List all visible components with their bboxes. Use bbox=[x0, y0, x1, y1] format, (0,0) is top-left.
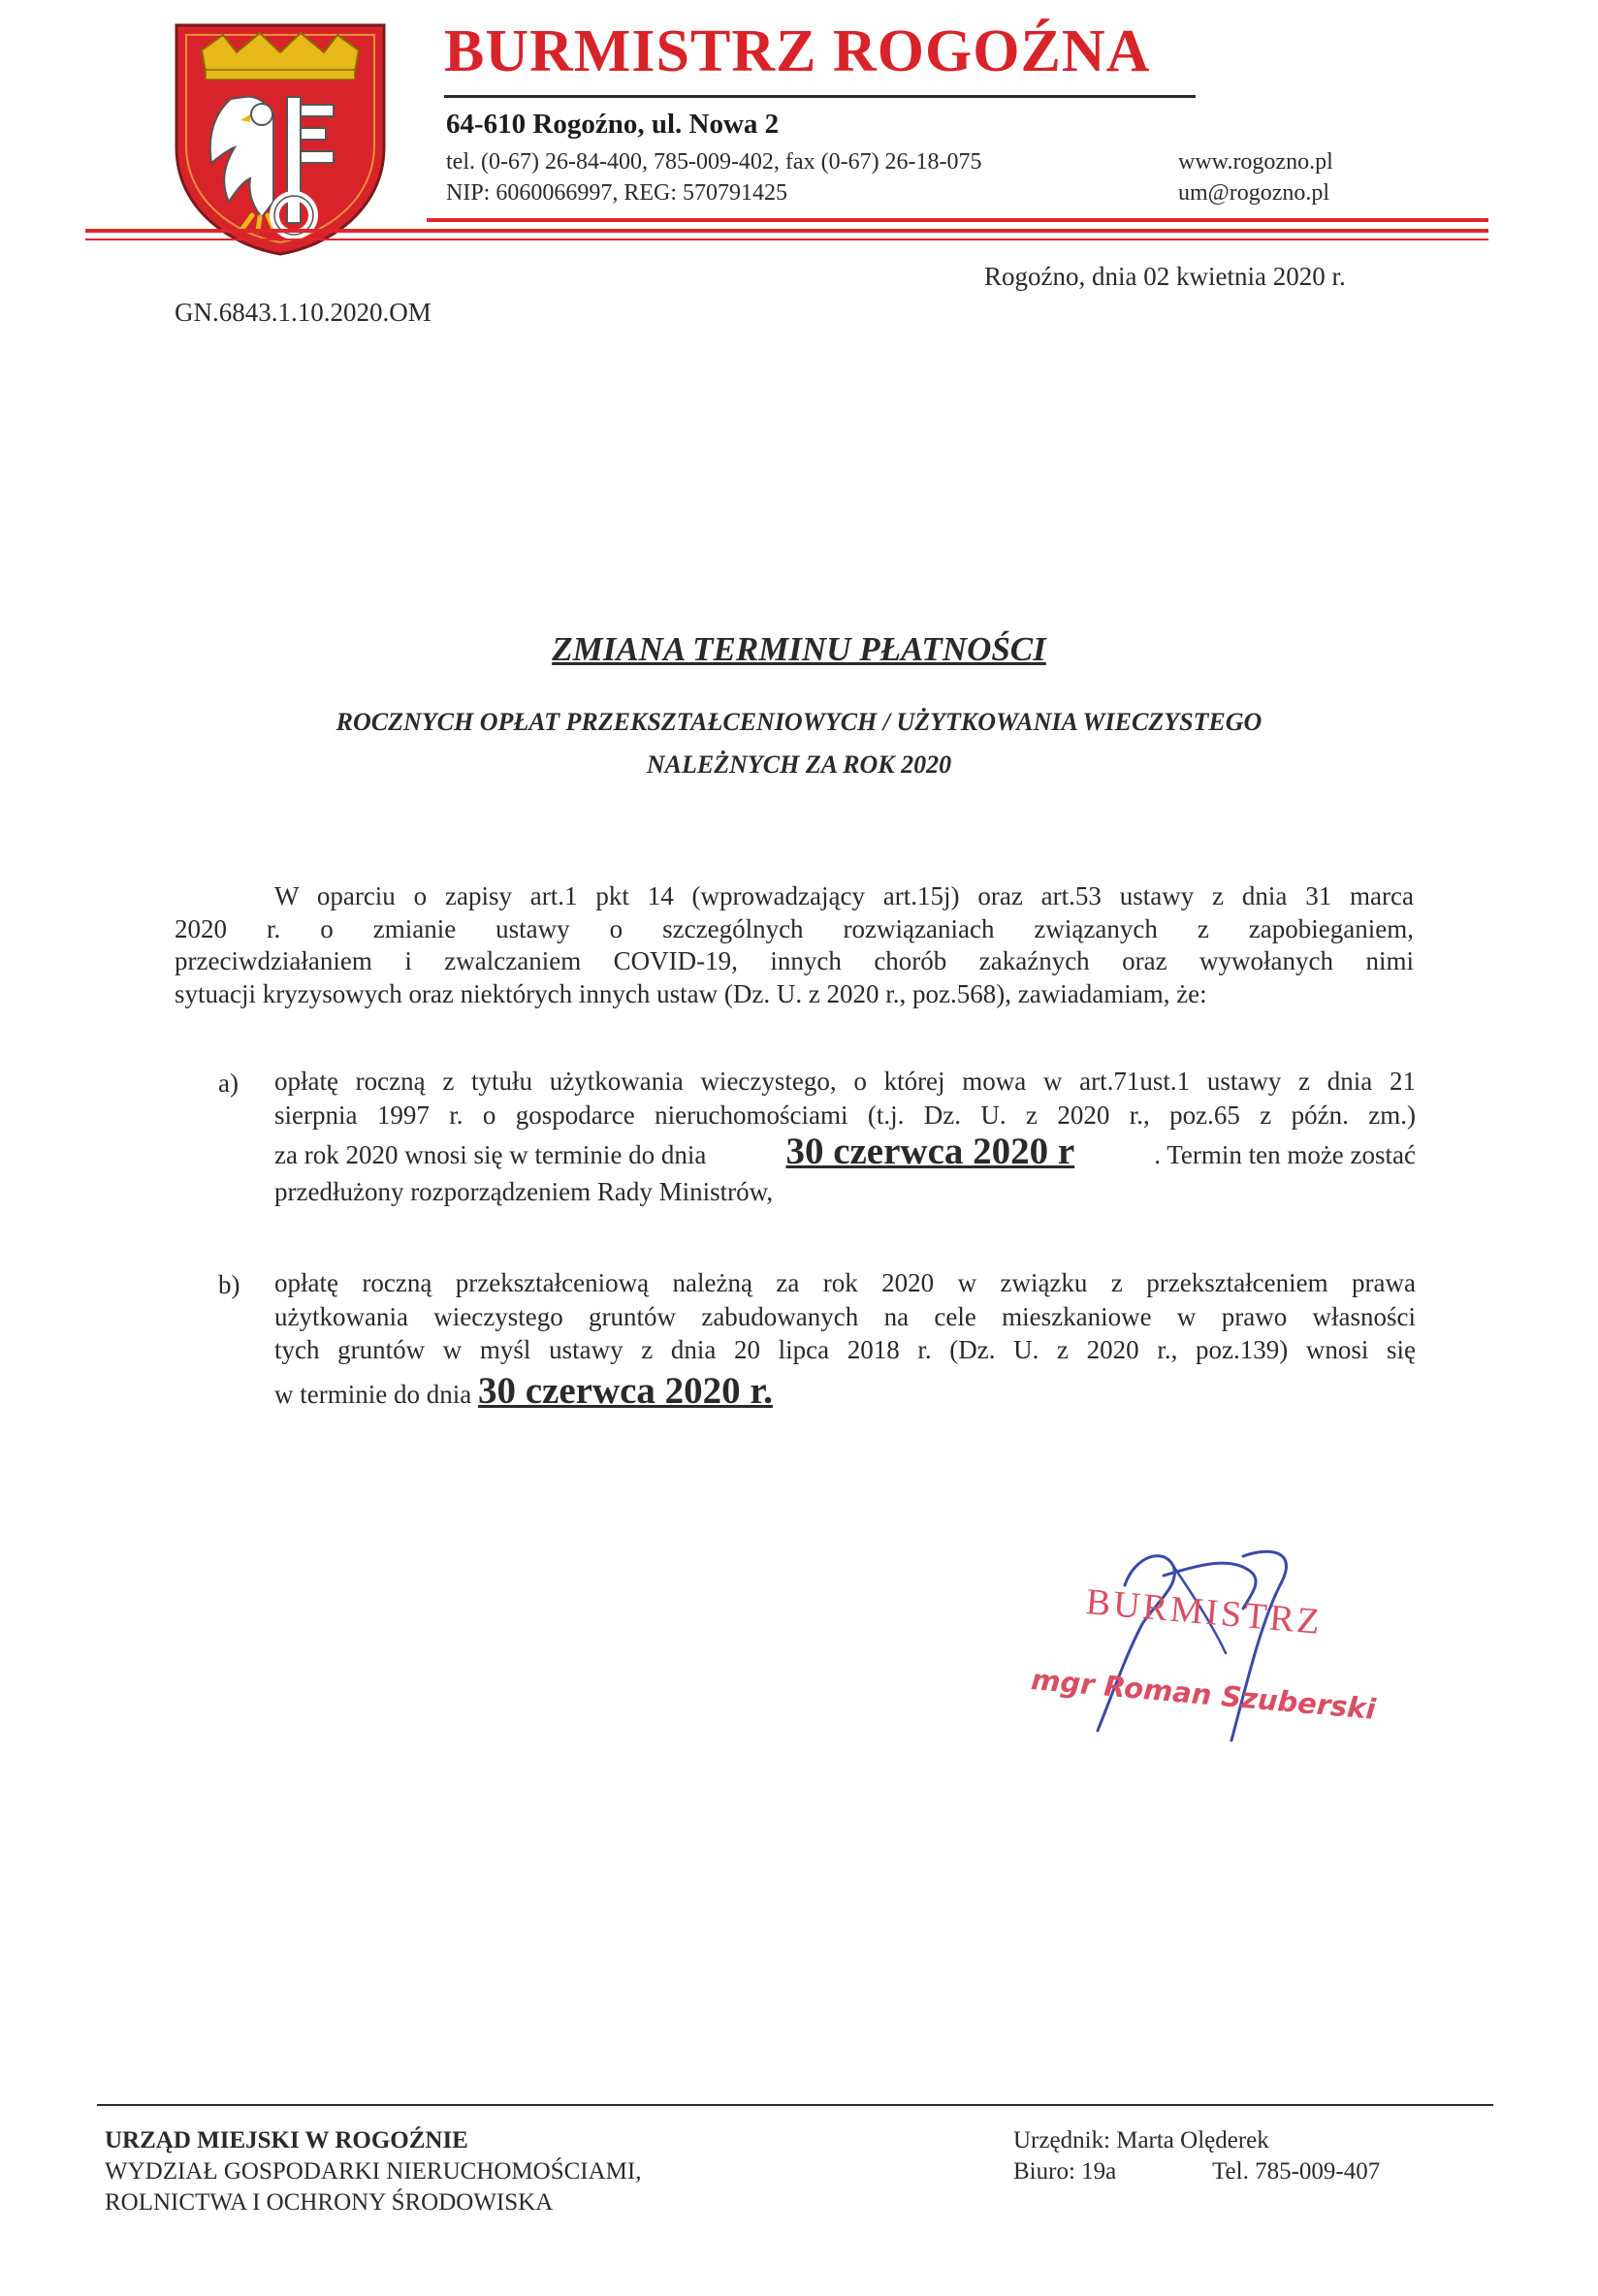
list-item-line: przedłużony rozporządzeniem Rady Ministrów, bbox=[274, 1177, 774, 1206]
line-text: za rok 2020 wnosi się w terminie do dnia bbox=[274, 1140, 707, 1169]
footer-room: Biuro: 19a bbox=[1013, 2158, 1117, 2184]
footer-department: WYDZIAŁ GOSPODARKI NIERUCHOMOŚCIAMI, bbox=[105, 2158, 642, 2184]
line-text: w terminie do dnia bbox=[274, 1380, 478, 1409]
document-title: ZMIANA TERMINU PŁATNOŚCI bbox=[552, 630, 1046, 668]
office-title: BURMISTRZ ROGOŹNA bbox=[444, 18, 1151, 84]
title-underline bbox=[444, 95, 1196, 98]
payment-deadline: 30 czerwca 2020 r. bbox=[477, 1370, 773, 1412]
paragraph-line: sytuacji kryzysowych oraz niektórych innych ustaw (Dz. U. z 2020 r., poz.568), zawiadamiam, że: bbox=[175, 978, 1207, 1008]
footer-phone: Tel. 785-009-407 bbox=[1212, 2158, 1381, 2184]
header-divider bbox=[85, 229, 1488, 233]
document-subtitle: NALEŻNYCH ZA ROK 2020 bbox=[646, 750, 952, 779]
list-item-line bbox=[274, 1372, 773, 1410]
signature-stamp-name: mgr Roman Szuberski bbox=[1030, 1663, 1377, 1726]
footer-office: URZĄD MIEJSKI W ROGOŹNIE bbox=[105, 2127, 468, 2153]
line-text: . Termin ten może zostać bbox=[1154, 1140, 1416, 1169]
payment-deadline: 30 czerwca 2020 r bbox=[785, 1131, 1075, 1172]
email-link[interactable]: um@rogozno.pl bbox=[1178, 180, 1330, 206]
header-divider bbox=[427, 218, 1488, 222]
list-item-line bbox=[274, 1132, 1416, 1170]
list-item-line: użytkowania wieczystego gruntów zabudowanych na cele mieszkaniowe w prawo własności bbox=[274, 1302, 1416, 1331]
intro-paragraph bbox=[175, 880, 1414, 1010]
list-marker: b) bbox=[218, 1270, 240, 1299]
coat-of-arms-icon bbox=[173, 21, 388, 258]
header-divider bbox=[85, 239, 1488, 240]
list-item-line: opłatę roczną przekształceniową należną za rok 2020 w związku z przekształceniem prawa bbox=[274, 1268, 1416, 1297]
contact-nip-reg: NIP: 6060066997, REG: 570791425 bbox=[446, 180, 788, 206]
website-link[interactable]: www.rogozno.pl bbox=[1178, 149, 1333, 175]
contact-phone-fax: tel. (0-67) 26-84-400, 785-009-402, fax (0-67) 26-18-075 bbox=[446, 149, 982, 175]
reference-number: GN.6843.1.10.2020.OM bbox=[175, 298, 431, 327]
footer-divider bbox=[97, 2104, 1493, 2106]
document-subtitle: ROCZNYCH OPŁAT PRZEKSZTAŁCENIOWYCH / UŻYTKOWANIA WIECZYSTEGO bbox=[336, 708, 1262, 736]
footer-clerk: Urzędnik: Marta Olęderek bbox=[1013, 2127, 1269, 2153]
office-address: 64-610 Rogoźno, ul. Nowa 2 bbox=[446, 109, 780, 140]
paragraph-line: 2020 r. o zmianie ustawy o szczególnych rozwiązaniach związanych z zapobieganiem, bbox=[175, 913, 1414, 943]
list-marker: a) bbox=[218, 1068, 239, 1098]
place-date: Rogoźno, dnia 02 kwietnia 2020 r. bbox=[984, 262, 1346, 291]
paragraph-line: W oparciu o zapisy art.1 pkt 14 (wprowadzający art.15j) oraz art.53 ustawy z dnia 31 marca bbox=[274, 881, 1414, 910]
footer-department: ROLNICTWA I OCHRONY ŚRODOWISKA bbox=[105, 2189, 554, 2216]
signature-stamp-title: BURMISTRZ bbox=[1084, 1580, 1325, 1643]
list-item-line: sierpnia 1997 r. o gospodarce nieruchomościami (t.j. Dz. U. z 2020 r., poz.65 z późn. zm.) bbox=[274, 1100, 1416, 1130]
list-item-line: tych gruntów w myśl ustawy z dnia 20 lipca 2018 r. (Dz. U. z 2020 r., poz.139) wnosi się bbox=[274, 1335, 1416, 1364]
paragraph-line: przeciwdziałaniem i zwalczaniem COVID-19, innych chorób zakaźnych oraz wywołanych nimi bbox=[175, 946, 1414, 975]
list-item-line: opłatę roczną z tytułu użytkowania wieczystego, o której mowa w art.71ust.1 ustawy z dnia 21 bbox=[274, 1067, 1416, 1096]
